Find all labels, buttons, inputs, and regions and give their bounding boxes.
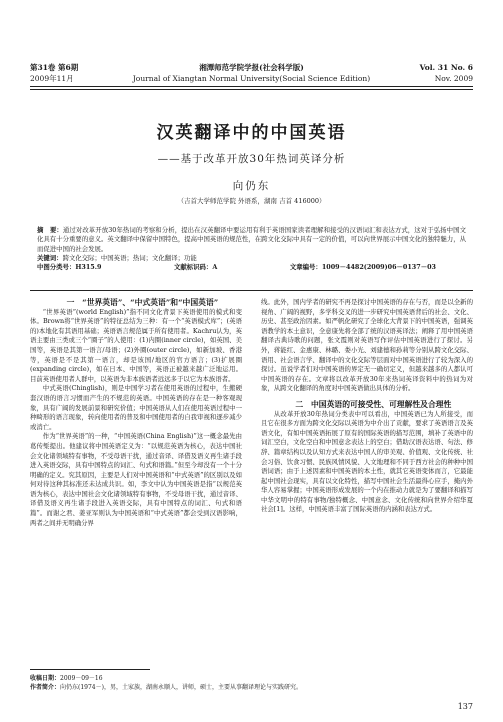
- abstract-text: 通过对改革开放30年热词的考察和分析，提出在汉英翻译中要运用有利于英语国家读者理解和接受的汉语词汇和表达方式，这对于弘扬中国文化具有十分重要的意义。英文翻译中保留中国特色，提高中国英语的规范性，在跨文化交际中具有一定的价值，可以向世界展示中国文化的独特魅力，从而促进中国的社会发展。: [37, 226, 466, 253]
- section-heading-1: 一 “世界英语”、“中式英语”和“中国英语”: [66, 298, 219, 307]
- document-code: 文献标识码：A: [173, 263, 218, 272]
- received-date: 2009－09－16: [60, 675, 103, 682]
- bio-label: 作者简介：: [30, 684, 61, 691]
- volume-cn: 第31卷 第6期: [30, 63, 79, 72]
- footnote-rule: [30, 669, 150, 670]
- abstract-rule: [30, 290, 473, 291]
- abstract-block: [37, 226, 466, 272]
- classification-row: [37, 263, 466, 272]
- keywords-label: 关键词：: [37, 253, 63, 262]
- article-number: 文章编号：1009－4482(2009)06－0137－03: [289, 263, 436, 272]
- header-rule: [30, 86, 473, 87]
- volume-en: Vol. 31 No. 6: [419, 63, 473, 72]
- paragraph: “世界英语”(world English)”指不同文化背景下英语使用的模式和变体。Brown将“世界英语”的特征总结为三种：有一个“英语模式库”；(英语的)本地化有其语用基础；英语语言规范属于所有使用者。Kachru认为，英语主要由三类或三个“圈子”的人使用：(1)内圈(inner circle)，如英国、美国等，英语是其第一语言/母语；(2)外圈(outer circle)，如新加坡、香港等，英语是不是其第一语言，却是该国/地区的官方语言；(3)扩展圈(expanding circle)，如在日本、中国等，英语正被越来越广泛地运用。目前英语使用者人群中，以英语为非本族语者远远多于以它为本族语者。: [30, 307, 242, 383]
- journal-name-cn: 湘潭师范学院学报(社会科学版): [199, 63, 304, 72]
- author-bio: 向仍东(1974－)，男，土家族，湖南永顺人，讲师，硕士，主要从事翻译理论与实践研究。: [60, 684, 302, 691]
- author-name: 向仍东: [232, 180, 271, 192]
- paragraph: 作为“世界英语”的一种，“中国英语(China English)”这一概念最先由葛传椠提出。他建议将中国英语定义为：“以规范英语为核心，表达中国社会文化诸领域特有事物，不受母语干扰，通过音译、译借及语义再生诸手段进入英语交际，具有中国特点的词汇、句式和语篇。”但至今却没有一个十分明确的定义。究其原因，主要是人们对中国英语和“中式英语”的区别以及如何对待这种其标准还未达成共识。如，李文中认为中国英语是指“以规范英语为核心，表达中国社会文化诸领域特有事物，不受母语干扰，通过音译、译借及语义再生诸手段进入英语交际，具有中国特点的词汇、句式和语篇”。而谢之君、姜亚军则认为中国英语和“中式英语”都会受到汉语影响，两者之间并无明确分界: [30, 432, 242, 527]
- body-column-left: [30, 298, 242, 528]
- body-column-right: [261, 298, 473, 515]
- journal-name-en: Journal of Xiangtan Normal University(Social Science Edition): [132, 74, 371, 83]
- paragraph: 中式英语(Chinglish)，则是中国学习者在使用英语的过程中，生搬硬套汉语的语言习惯而产生的不规范的英语。中国英语的存在是一种客观现象，具有广阔的发展前景和研究价值；中国英语从人们在使用英语过程中一种畸形的语言现象，转向使用者的普及和中国使用者的自我审视和逐步减少或消亡。: [30, 384, 242, 431]
- journal-header: [30, 62, 473, 84]
- date-cn: 2009年11月: [30, 74, 74, 83]
- abstract: [37, 226, 466, 254]
- section-heading-2: 二 中国英语的可接受性、可理解性及合理性: [295, 399, 452, 409]
- footnote: [30, 674, 302, 692]
- keywords-text: 跨文化交际；中国英语；热词；文化翻译；功能: [62, 253, 197, 262]
- abstract-label: 摘 要：: [37, 226, 63, 234]
- date-en: Nov. 2009: [434, 74, 473, 83]
- paper-title: 汉英翻译中的中国英语: [156, 123, 347, 143]
- author-affiliation: （吉首大学师范学院 外语系，湖南 吉首 416000）: [177, 197, 326, 205]
- paper-subtitle: ——基于改革开放30年热词英译分析: [157, 153, 346, 165]
- keywords: [37, 254, 466, 263]
- clc-number: 中图分类号：H315.9: [37, 263, 102, 272]
- header-rule-thin: [30, 89, 473, 90]
- page-number: 137: [457, 702, 473, 711]
- paragraph: 线。此外，国内学者的研究不再是探讨中国英语的存在与否，而是以全新的视角、广阔的视野，多学科交叉的进一步研究中国英语背后的社会、文化、历史、甚至政治因素。如严帆化研究了全球化大背景下的中国英语，强调英语教学的本土意识，全意康先将全部了统的汉语英译法；阐释了用中国英语翻译古典诗歌的问题，张文霞则对英语写作评估中国英语进行了探讨。另外，蒋能红、金惠康、林璐、娄小光、刘建德和孙莉等分别从跨文化交际、语用、社会语言学、翻译中的文化交际等层面对中国英语进行了较为深入的探讨。虽说学者们对中国英语的界定无一确切定义，但越来越多的人都认可中国英语的存在。文章将以改革开放30年来热词英译资料中的热词为对象，从跨文化翻译的角度对中国英语做出具体的分析。: [261, 298, 473, 393]
- received-label: 收稿日期：: [30, 675, 61, 682]
- paragraph: 从改革开放30年热词分类表中可以看出，中国英语已为人所接受，而且它在很多方面为跨文化交际以英语为中介出了贡献，要求了英语语言及英语文化，有如中国英语拓展了原有的国际英语的描写范围，填补了英语中的词汇空白，文化空白和中国意念表达上的空白；借助汉语表达语、句法、修辞、篇章结构以及认知方式来表达中国人的审美观、价值观、文化传统、社会习俗、饮食习惯、民族风情风貌、人文地理和不同于西方社会的种种中国语词语；由于上述因素和中国英语的本土性，就其它英语变体而言，它最能起中国社会现实，具有以文化特性，描写中国社会生活最得心应手，掩内外华人容易掌握；中国英语形成发展的一个内在推动力就是为了要翻译和描写中华文明中的特有事物/独特概念、中国意念、文化传统和向世界介绍华夏社会[1]。这样，中国英语丰富了国际英语的内涵和表达方式。: [261, 409, 473, 514]
